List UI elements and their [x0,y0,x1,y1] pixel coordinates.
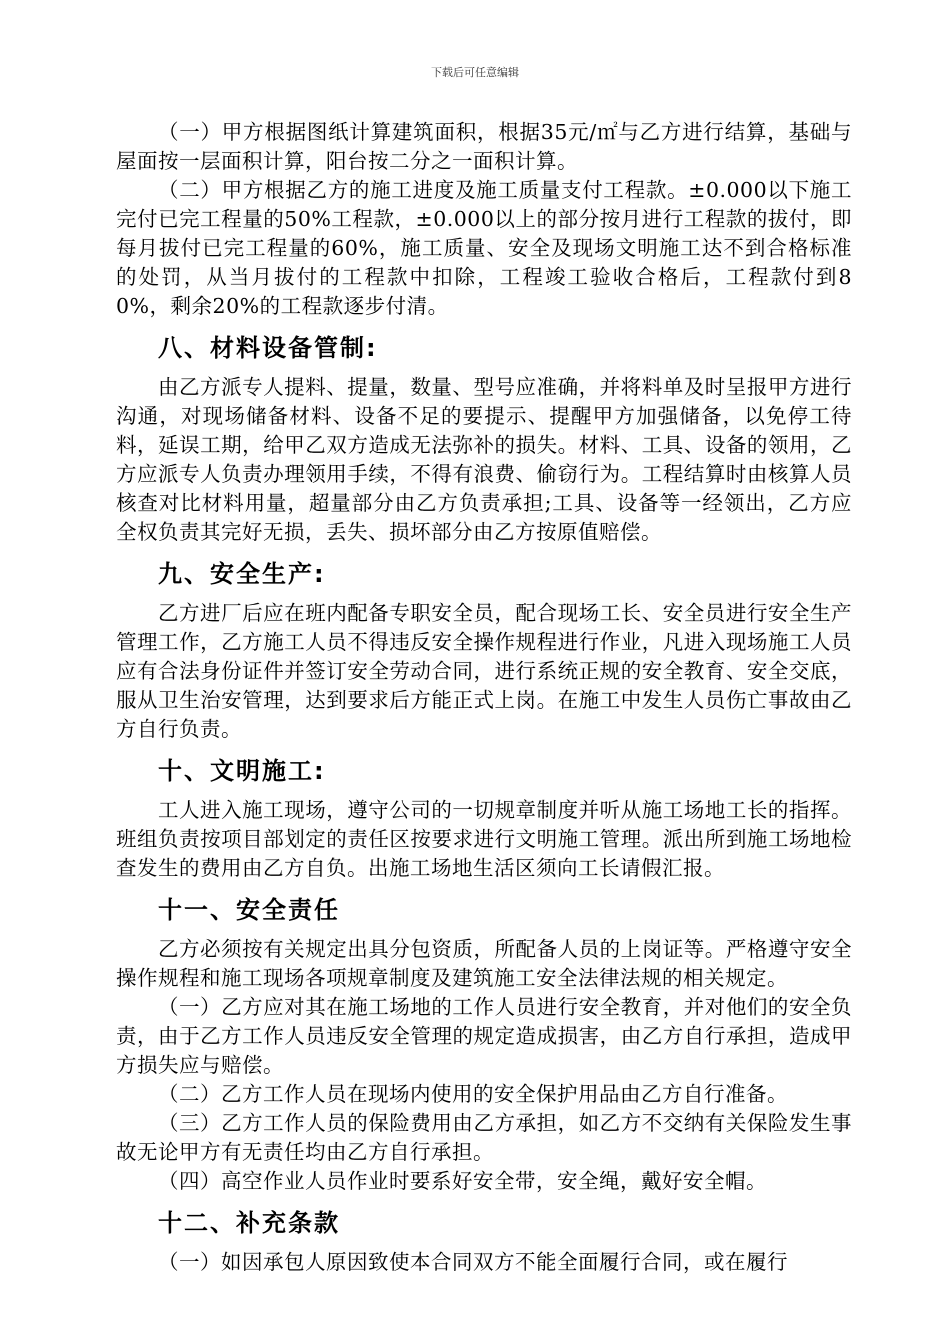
paragraph-safety-production: 乙方进厂后应在班内配备专职安全员，配合现场工长、安全员进行安全生产管理工作，乙方施工人员不得违反安全操作规程进行作业，凡进入现场施工人员应有合法身份证件并签订安全劳动合同，进行系统正规的安全教育、安全交底，服从卫生治安管理，达到要求后方能正式上岗。在施工中发生人员伤亡事故由乙方自行负责。 [116,601,852,741]
paragraph-settlement-1: （一）甲方根据图纸计算建筑面积，根据35元/㎡与乙方进行结算，基础与屋面按一层面积计算，阳台按二分之一面积计算。 [116,120,852,173]
paragraph-safety-item-4: （四）高空作业人员作业时要系好安全带，安全绳，戴好安全帽。 [158,1169,767,1193]
paragraph-supplementary-1: （一）如因承包人原因致使本合同双方不能全面履行合同，或在履行 [158,1250,788,1274]
section-heading-safety-responsibility: 十一、安全责任 [158,896,340,924]
paragraph-safety-item-1: （一）乙方应对其在施工场地的工作人员进行安全教育，并对他们的安全负责，由于乙方工作人员违反安全管理的规定造成损害，由乙方自行承担，造成甲方损失应与赔偿。 [116,995,852,1077]
section-heading-supplementary: 十二、补充条款 [158,1209,340,1237]
document-body [116,118,852,1277]
section-heading-materials: 八、材料设备管制: [158,334,378,362]
paragraph-safety-responsibility: 乙方必须按有关规定出具分包资质，所配备人员的上岗证等。严格遵守安全操作规程和施工现场各项规章制度及建筑施工安全法律法规的相关规定。 [116,937,852,990]
header-watermark: 下载后可任意编辑 [431,66,519,79]
paragraph-materials: 由乙方派专人提料、提量，数量、型号应准确，并将料单及时呈报甲方进行沟通，对现场储备材料、设备不足的要提示、提醒甲方加强储备，以免停工待料，延误工期，给甲乙双方造成无法弥补的损失。材料、工具、设备的领用，乙方应派专人负责办理领用手续，不得有浪费、偷窃行为。工程结算时由核算人员核查对比材料用量，超量部分由乙方负责承担;工具、设备等一经领出，乙方应全权负责其完好无损，丢失、损坏部分由乙方按原值赔偿。 [116,375,852,544]
paragraph-settlement-2: （二）甲方根据乙方的施工进度及施工质量支付工程款。±0.000以下施工完付已完工程量的50%工程款，±0.000以上的部分按月进行工程款的拔付，即每月拔付已完工程量的60%，施工质量、安全及现场文明施工达不到合格标准的处罚，从当月拔付的工程款中扣除，工程竣工验收合格后，工程款付到80%，剩余20%的工程款逐步付清。 [116,178,852,318]
paragraph-civilized-construction: 工人进入施工现场，遵守公司的一切规章制度并听从施工场地工长的指挥。班组负责按项目部划定的责任区按要求进行文明施工管理。派出所到施工场地检查发生的费用由乙方自负。出施工场地生活区须向工长请假汇报。 [116,798,852,880]
paragraph-safety-item-3: （三）乙方工作人员的保险费用由乙方承担，如乙方不交纳有关保险发生事故无论甲方有无责任均由乙方自行承担。 [116,1111,852,1164]
section-heading-civilized-construction: 十、文明施工: [158,757,326,785]
paragraph-safety-item-2: （二）乙方工作人员在现场内使用的安全保护用品由乙方自行准备。 [158,1082,788,1106]
section-heading-safety-production: 九、安全生产: [158,560,326,588]
